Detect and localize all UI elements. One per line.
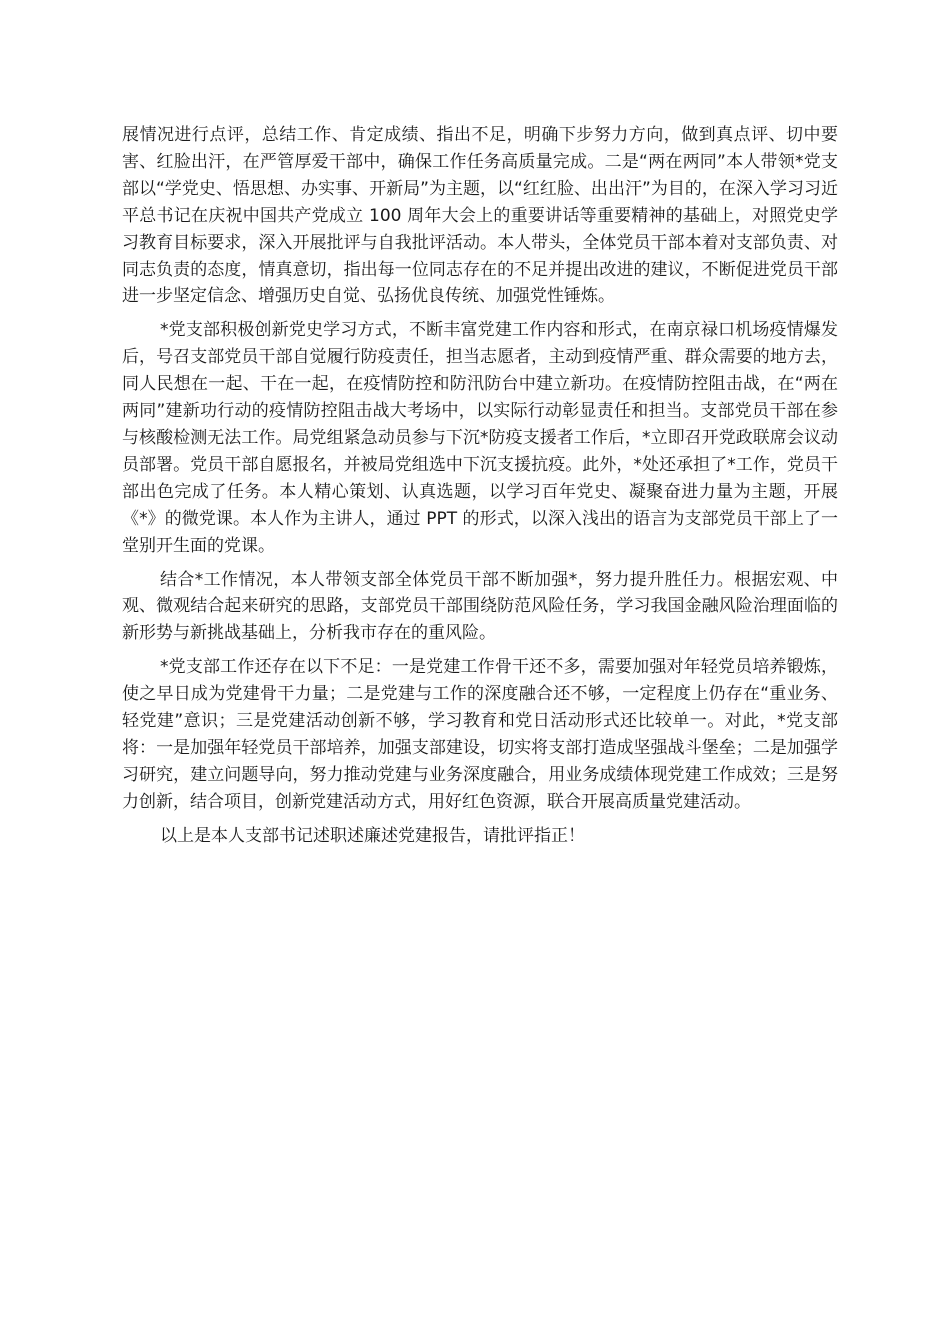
paragraph-shortcomings: *党支部工作还存在以下不足：一是党建工作骨干还不多，需要加强对年轻党员培养锻炼，使之早日成为党建骨干力量；二是党建与工作的深度融合还不够，一定程度上仍存在“重业务、轻党建”意识；三是党建活动创新不够，学习教育和党日活动形式还比较单一。对此，*党支部将：一是加强年轻党员干部培养，加强支部建设，切实将支部打造成坚强战斗堡垒；二是加强学习研究，建立问题导向，努力推动党建与业务深度融合，用业务成绩体现党建工作成效；三是努力创新，结合项目，创新党建活动方式，用好红色资源，联合开展高质量党建活动。 xyxy=(122,657,838,812)
document-body xyxy=(122,122,838,857)
paragraph-continuation: 展情况进行点评，总结工作、肯定成绩、指出不足，明确下步努力方向，做到真点评、切中要害、红脸出汗，在严管厚爱干部中，确保工作任务高质量完成。二是“两在两同”本人带领*党支部以“学党史、悟思想、办实事、开新局”为主题，以“红红脸、出出汗”为目的，在深入学习习近平总书记在庆祝中国共产党成立 100 周年大会上的重要讲话等重要精神的基础上，对照党史学习教育目标要求，深入开展批评与自我批评活动。本人带头，全体党员干部本着对支部负责、对同志负责的态度，情真意切，指出每一位同志存在的不足并提出改进的建议，不断促进党员干部进一步坚定信念、增强历史自觉、弘扬优良传统、加强党性锤炼。 xyxy=(122,125,838,307)
paragraph-party-history-study: *党支部积极创新党史学习方式，不断丰富党建工作内容和形式，在南京禄口机场疫情爆发后，号召支部党员干部自觉履行防疫责任，担当志愿者，主动到疫情严重、群众需要的地方去，同人民想在一起、干在一起，在疫情防控和防汛防台中建立新功。在疫情防控阻击战，在“两在两同”建新功行动的疫情防控阻击战大考场中，以实际行动彰显责任和担当。支部党员干部在参与核酸检测无法工作。局党组紧急动员参与下沉*防疫支援者工作后，*立即召开党政联席会议动员部署。党员干部自愿报名，并被局党组选中下沉支援抗疫。此外，*处还承担了*工作，党员干部出色完成了任务。本人精心策划、认真选题，以学习百年党史、凝聚奋进力量为主题，开展《*》的微党课。本人作为主讲人，通过 PPT 的形式，以深入浅出的语言为支部党员干部上了一堂别开生面的党课。 xyxy=(122,320,838,556)
paragraph-closing: 以上是本人支部书记述职述廉述党建报告，请批评指正！ xyxy=(160,825,585,846)
paragraph-work-combination: 结合*工作情况，本人带领支部全体党员干部不断加强*，努力提升胜任力。根据宏观、中观、微观结合起来研究的思路，支部党员干部围绕防范风险任务，学习我国金融风险治理面临的新形势与新挑战基础上，分析我市存在的重风险。 xyxy=(122,569,838,644)
